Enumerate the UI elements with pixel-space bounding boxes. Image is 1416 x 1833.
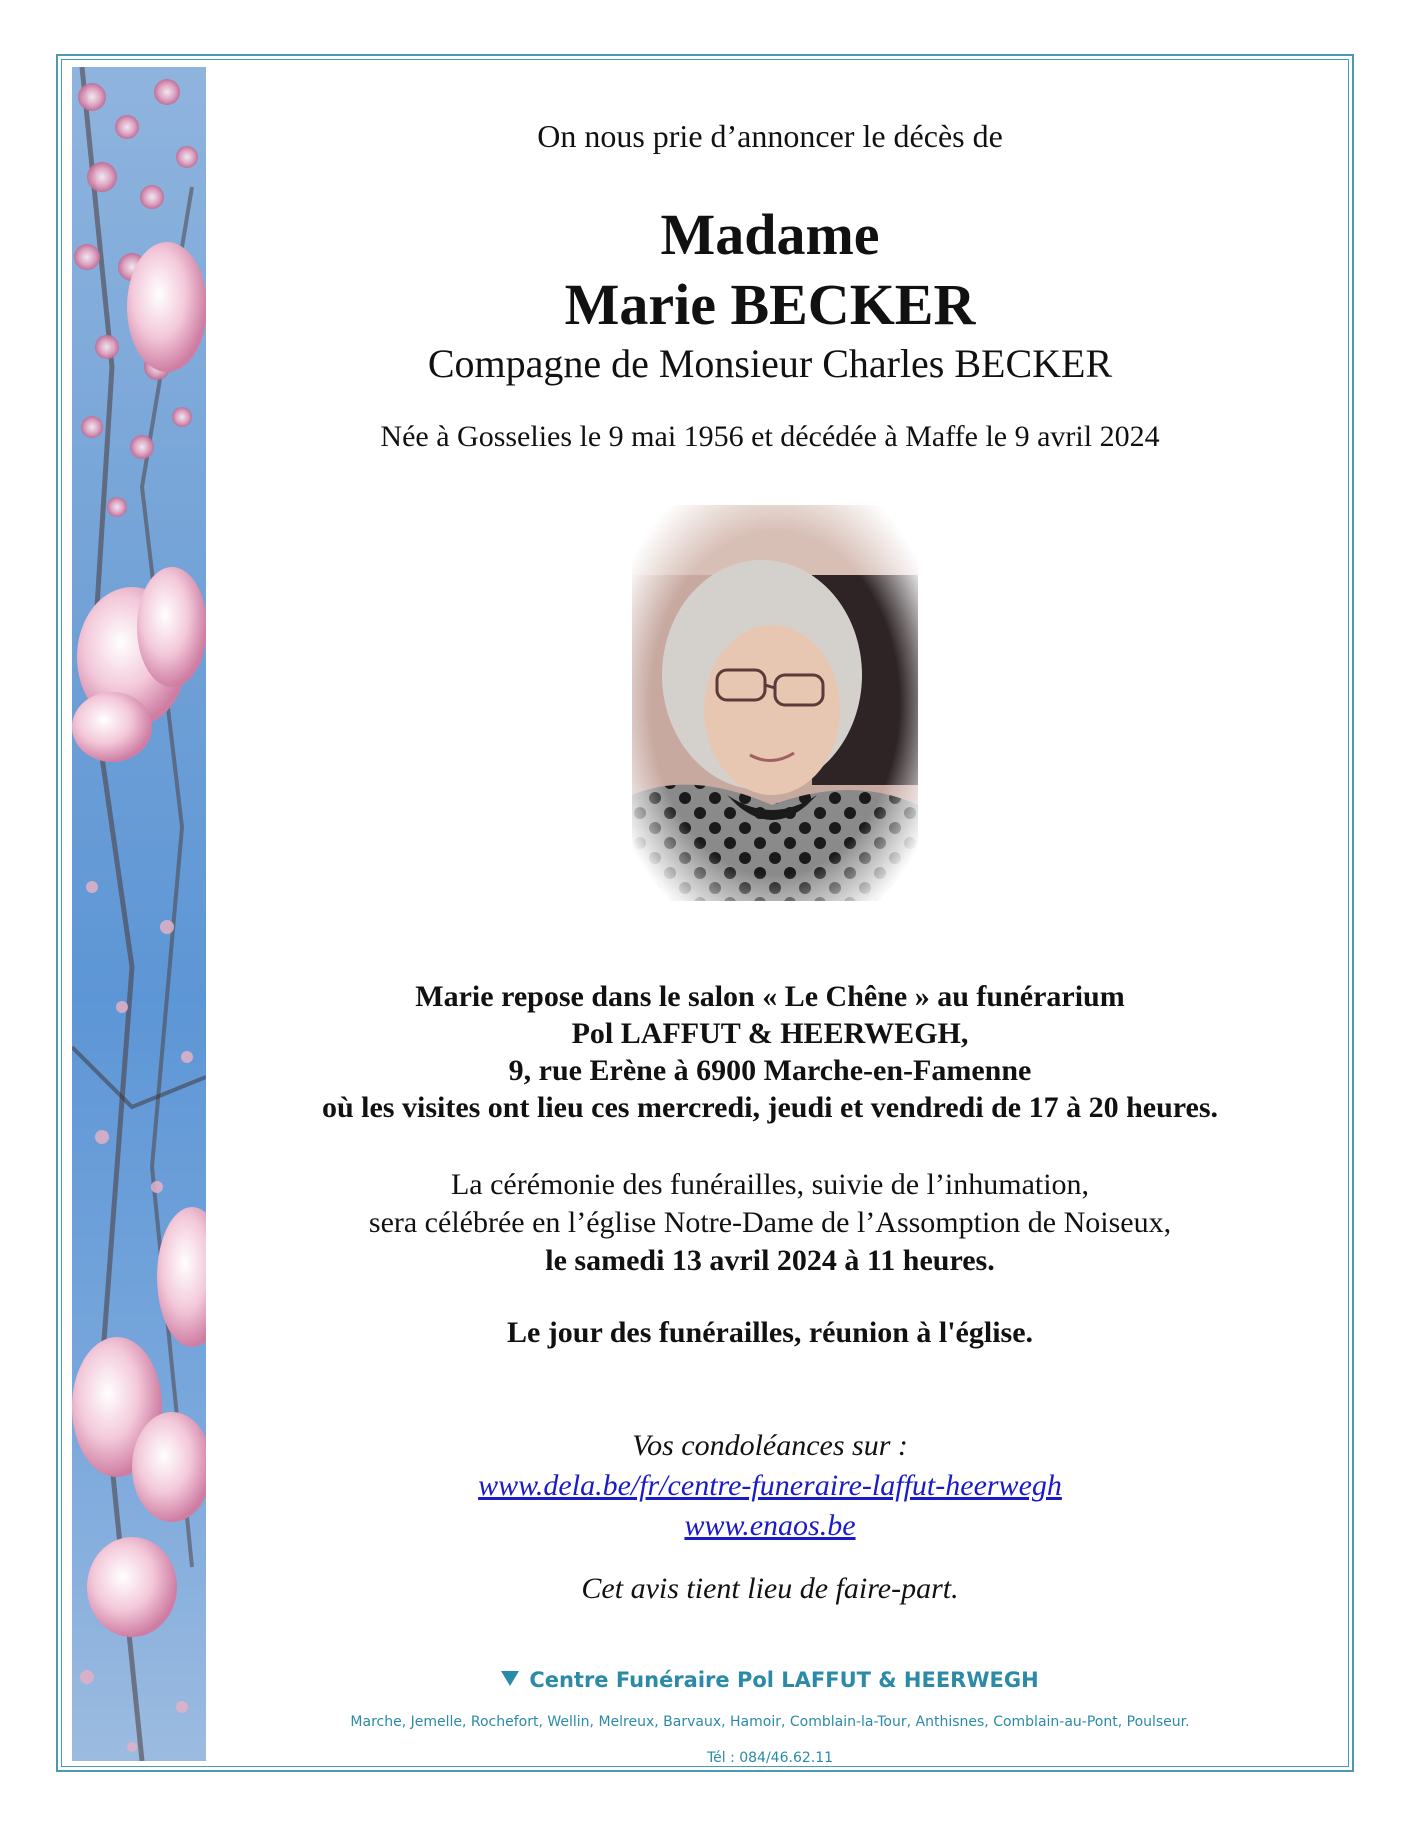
deceased-title xyxy=(230,200,1310,340)
dela-condolences-link[interactable]: www.dela.be/fr/centre-funeraire-laffut-heerwegh xyxy=(478,1469,1062,1502)
announcement-text: On nous prie d’annoncer le décès de xyxy=(537,118,1003,154)
ceremony-block xyxy=(230,1166,1310,1280)
footer-brand xyxy=(230,1668,1310,1692)
triangle-down-icon xyxy=(501,1671,519,1686)
ceremony-line-1: La cérémonie des funérailles, suivie de l’inhumation, xyxy=(450,1168,1090,1201)
visitation-line-3: 9, rue Erène à 6900 Marche-en-Famenne xyxy=(508,1054,1032,1087)
ceremony-line-2: sera célébrée en l’église Notre-Dame de l’Assomption de Noiseux, xyxy=(368,1206,1172,1239)
visitation-line-1: Marie repose dans le salon « Le Chêne » au funérarium xyxy=(415,980,1125,1013)
visitation-line-4: où les visites ont lieu ces mercredi, jeudi et vendredi de 17 à 20 heures. xyxy=(321,1091,1219,1124)
footer-phone: Tél : 084/46.62.11 xyxy=(706,1750,834,1766)
magnolia-flower-strip xyxy=(72,67,206,1761)
ceremony-date: le samedi 13 avril 2024 à 11 heures. xyxy=(545,1244,995,1277)
honorific: Madame xyxy=(660,202,880,267)
companion-line: Compagne de Monsieur Charles BECKER xyxy=(427,341,1113,386)
birth-death-line: Née à Gosselies le 9 mai 1956 et décédée à Maffe le 9 avril 2024 xyxy=(380,420,1160,453)
condolences-label: Vos condoléances sur : xyxy=(632,1429,908,1462)
deceased-name: Marie BECKER xyxy=(564,272,976,337)
portrait-photo xyxy=(632,505,918,901)
gathering-note: Le jour des funérailles, réunion à l'église. xyxy=(506,1316,1034,1349)
visitation-block xyxy=(230,978,1310,1126)
visitation-line-2: Pol LAFFUT & HEERWEGH, xyxy=(571,1017,969,1050)
enaos-link[interactable]: www.enaos.be xyxy=(684,1509,856,1542)
footer-brand-name: Centre Funéraire Pol LAFFUT & HEERWEGH xyxy=(529,1668,1039,1692)
notice-text: Cet avis tient lieu de faire-part. xyxy=(581,1572,959,1605)
footer-locations: Marche, Jemelle, Rochefort, Wellin, Melreux, Barvaux, Hamoir, Comblain-la-Tour, Anthisnes, Comblain-au-Pont, Poulseur. xyxy=(350,1714,1190,1730)
condolences-block xyxy=(230,1426,1310,1546)
